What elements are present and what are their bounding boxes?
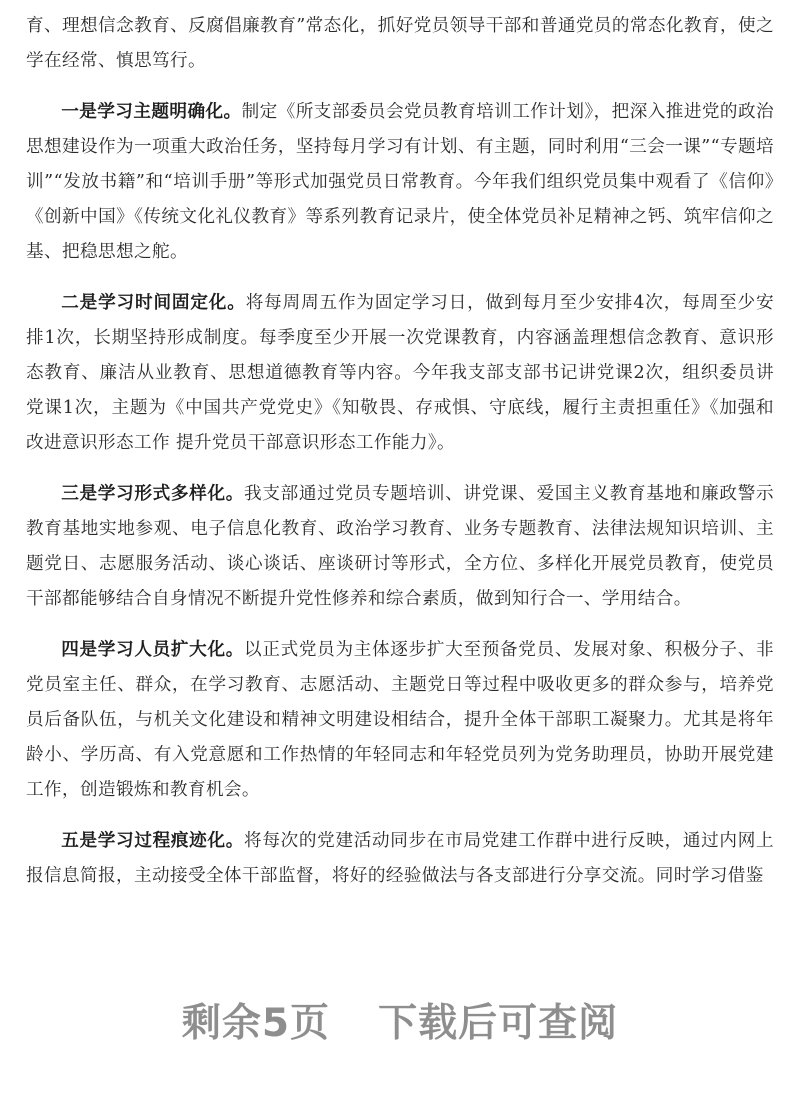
section-heading-5: 五是学习过程痕迹化。 xyxy=(61,830,245,851)
section-heading-1: 一是学习主题明确化。 xyxy=(61,101,242,122)
section-heading-3: 三是学习形式多样化。 xyxy=(61,483,245,504)
section-paragraph-1 xyxy=(26,94,774,270)
section-paragraph-3 xyxy=(26,476,774,617)
section-paragraph-5 xyxy=(26,823,774,894)
section-paragraph-4 xyxy=(26,632,774,808)
intro-paragraph: 育、理想信念教育、反腐倡廉教育”常态化，抓好党员领导干部和普通党员的常态化教育，使之学在经常、慎思笃行。 xyxy=(26,16,774,71)
section-heading-4: 四是学习人员扩大化。 xyxy=(61,639,245,660)
section-heading-2: 二是学习时间固定化。 xyxy=(61,292,246,313)
remaining-pages-label: 剩余5页 xyxy=(181,1001,331,1046)
download-prompt-label: 下载后可查阅 xyxy=(378,1001,619,1046)
section-paragraph-2 xyxy=(26,285,774,461)
section-body-2: 将每周周五作为固定学习日，做到每月至少安排4次，每周至少安排1次，长期坚持形成制度。每季度至少开展一次党课教育，内容涵盖理想信念教育、意识形态教育、廉洁从业教育、思想道德教育等内容。今年我支部支部书记讲党课2次，组织委员讲党课1次，主题为《中国共产党党史》《知敬畏、存戒惧、守底线，履行主责担重任》《加强和改进意识形态工作 提升党员干部意识形态工作能力》。 xyxy=(26,293,774,453)
section-body-5: 将每次的党建活动同步在市局党建工作群中进行反映，通过内网上报信息简报，主动接受全体干部监督，将好的经验做法与各支部进行分享交流。同时学习借鉴 xyxy=(26,831,774,886)
section-body-1: 制定《所支部委员会党员教育培训工作计划》，把深入推进党的政治思想建设作为一项重大政治任务，坚持每月学习有计划、有主题，同时利用“三会一课”“专题培训”“发放书籍”和“培训手册”等形式加强党员日常教育。今年我们组织党员集中观看了《信仰》《创新中国》《传统文化礼仪教育》等系列教育记录片，使全体党员补足精神之钙、筑牢信仰之基、把稳思想之舵。 xyxy=(26,102,774,262)
document-page xyxy=(26,0,774,894)
download-notice[interactable] xyxy=(0,994,800,1054)
section-body-3: 我支部通过党员专题培训、讲党课、爱国主义教育基地和廉政警示教育基地实地参观、电子信息化教育、政治学习教育、业务专题教育、法律法规知识培训、主题党日、志愿服务活动、谈心谈话、座谈研讨等形式，全方位、多样化开展党员教育，使党员干部都能够结合自身情况不断提升党性修养和综合素质，做到知行合一、学用结合。 xyxy=(26,484,774,609)
section-body-4: 以正式党员为主体逐步扩大至预备党员、发展对象、积极分子、非党员室主任、群众，在学习教育、志愿活动、主题党日等过程中吸收更多的群众参与，培养党员后备队伍，与机关文化建设和精神文明建设相结合，提升全体干部职工凝聚力。尤其是将年龄小、学历高、有入党意愿和工作热情的年轻同志和年轻党员列为党务助理员，协助开展党建工作，创造锻炼和教育机会。 xyxy=(26,640,774,800)
